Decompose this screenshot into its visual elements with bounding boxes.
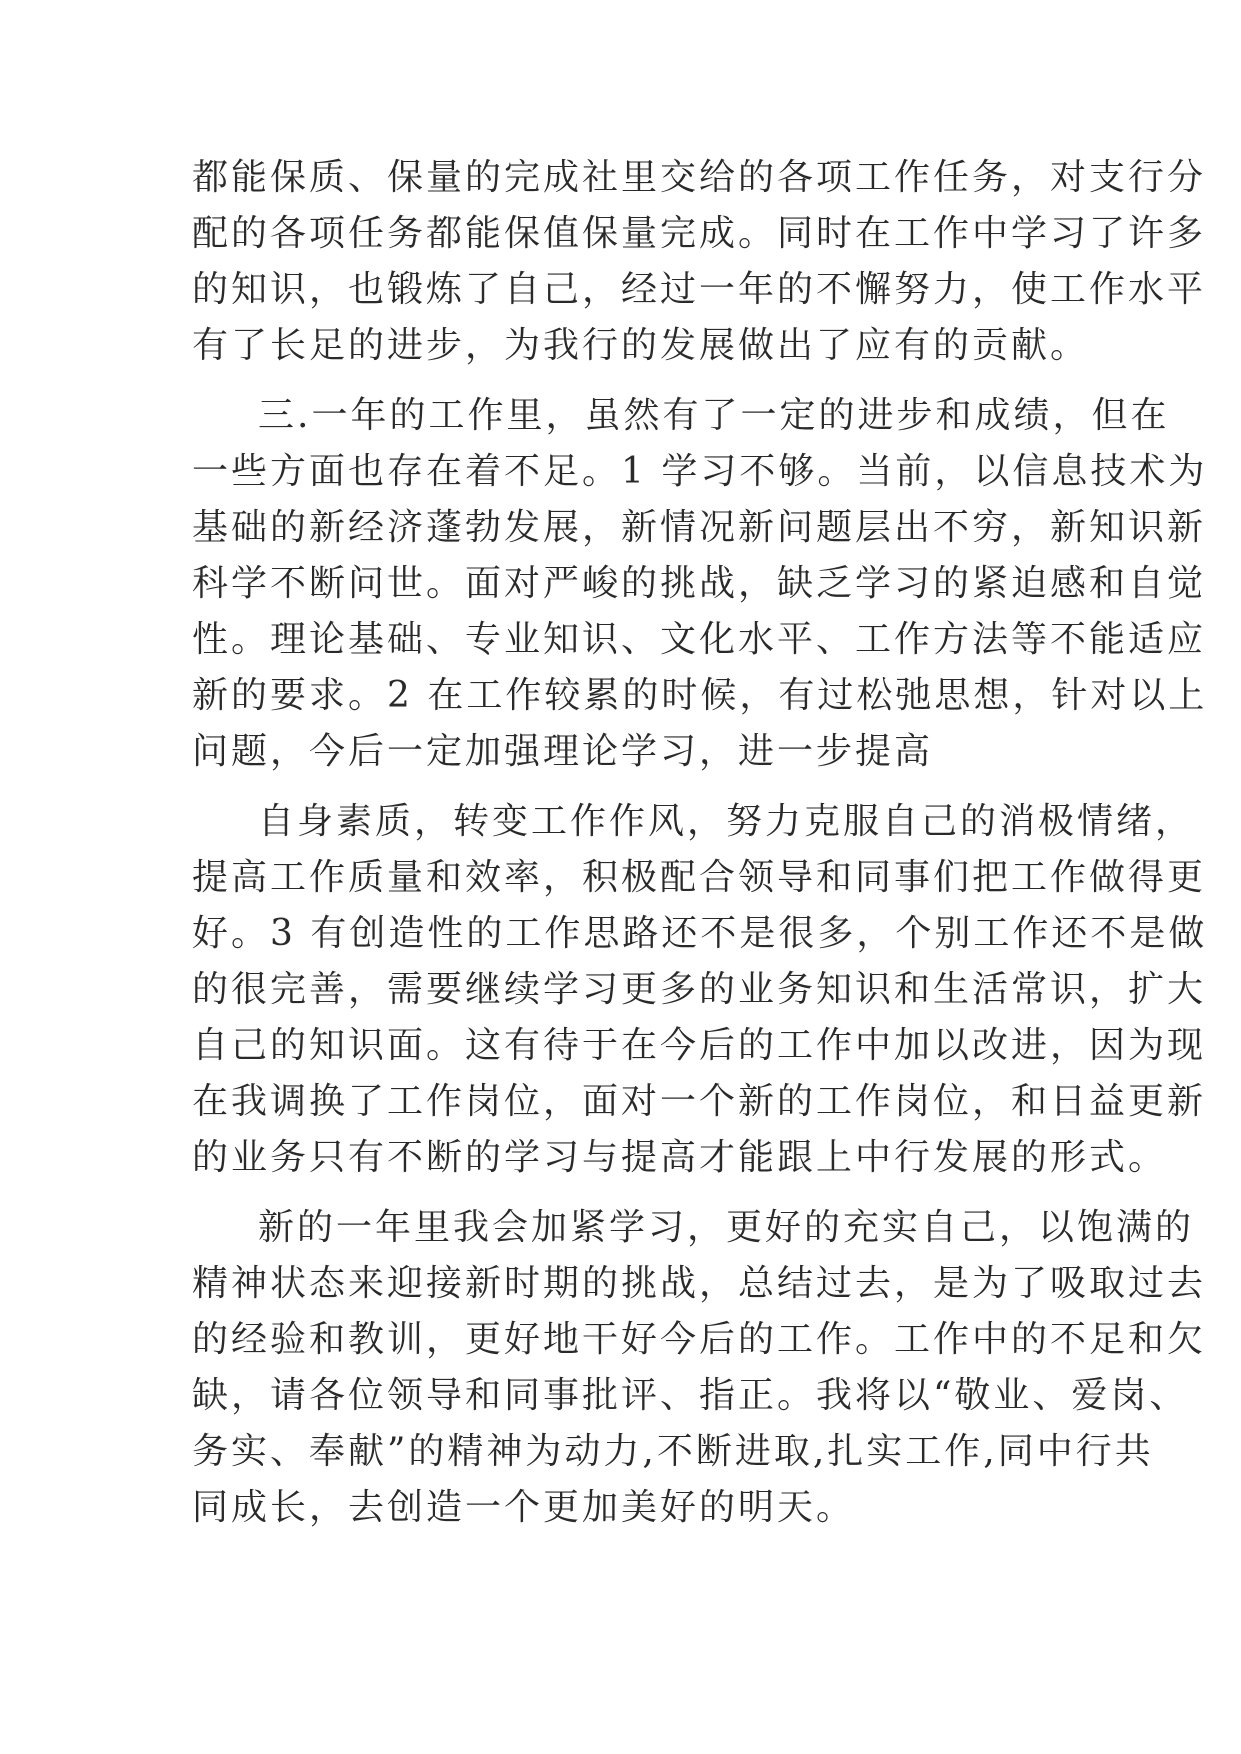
text-line: 精神状态来迎接新时期的挑战，总结过去，是为了吸取过去 xyxy=(192,1263,1207,1304)
text-line: 性。理论基础、专业知识、文化水平、工作方法等不能适应 xyxy=(192,619,1207,660)
text-line: 问题，今后一定加强理论学习，进一步提高 xyxy=(192,731,934,772)
text-line: 有了长足的进步，为我行的发展做出了应有的贡献。 xyxy=(192,325,1090,366)
text-line: 务实、奉献”的精神为动力,不断进取,扎实工作,同中行共 xyxy=(192,1431,1154,1472)
paragraph-gap xyxy=(192,780,1052,794)
paragraph-3 xyxy=(192,794,1208,1186)
text-line: 自己的知识面。这有待于在今后的工作中加以改进，因为现 xyxy=(192,1025,1207,1066)
text-line: 的知识，也锻炼了自己，经过一年的不懈努力，使工作水平 xyxy=(192,269,1207,310)
paragraph-4 xyxy=(192,1200,1207,1536)
text-line: 新的一年里我会加紧学习，更好的充实自己，以饱满的 xyxy=(258,1207,1195,1248)
text-line: 的很完善，需要继续学习更多的业务知识和生活常识，扩大 xyxy=(192,969,1207,1010)
text-line: 三.一年的工作里，虽然有了一定的进步和成绩，但在 xyxy=(258,395,1170,436)
text-line: 新的要求。2 在工作较累的时候，有过松弛思想，针对以上 xyxy=(192,675,1208,716)
text-line: 提高工作质量和效率，积极配合领导和同事们把工作做得更 xyxy=(192,857,1207,898)
text-line: 好。3 有创造性的工作思路还不是很多，个别工作还不是做 xyxy=(192,913,1208,954)
text-line: 一些方面也存在着不足。1 学习不够。当前，以信息技术为 xyxy=(192,451,1208,492)
paragraph-2 xyxy=(192,388,1208,780)
text-line: 的业务只有不断的学习与提高才能跟上中行发展的形式。 xyxy=(192,1137,1168,1178)
paragraph-1 xyxy=(192,150,1207,374)
text-line: 同成长，去创造一个更加美好的明天。 xyxy=(192,1487,856,1528)
paragraph-gap xyxy=(192,374,1052,388)
paragraph-gap xyxy=(192,1186,1052,1200)
text-line: 配的各项任务都能保值保量完成。同时在工作中学习了许多 xyxy=(192,213,1207,254)
text-line: 缺，请各位领导和同事批评、指正。我将以“敬业、爱岗、 xyxy=(192,1375,1189,1416)
text-line: 自身素质，转变工作作风，努力克服自己的消极情绪， xyxy=(258,801,1195,842)
text-line: 基础的新经济蓬勃发展，新情况新问题层出不穷，新知识新 xyxy=(192,507,1207,548)
text-line: 都能保质、保量的完成社里交给的各项工作任务，对支行分 xyxy=(192,157,1207,198)
text-line: 的经验和教训，更好地干好今后的工作。工作中的不足和欠 xyxy=(192,1319,1207,1360)
text-line: 科学不断问世。面对严峻的挑战，缺乏学习的紧迫感和自觉 xyxy=(192,563,1207,604)
document-body xyxy=(192,150,1208,1536)
text-line: 在我调换了工作岗位，面对一个新的工作岗位，和日益更新 xyxy=(192,1081,1207,1122)
